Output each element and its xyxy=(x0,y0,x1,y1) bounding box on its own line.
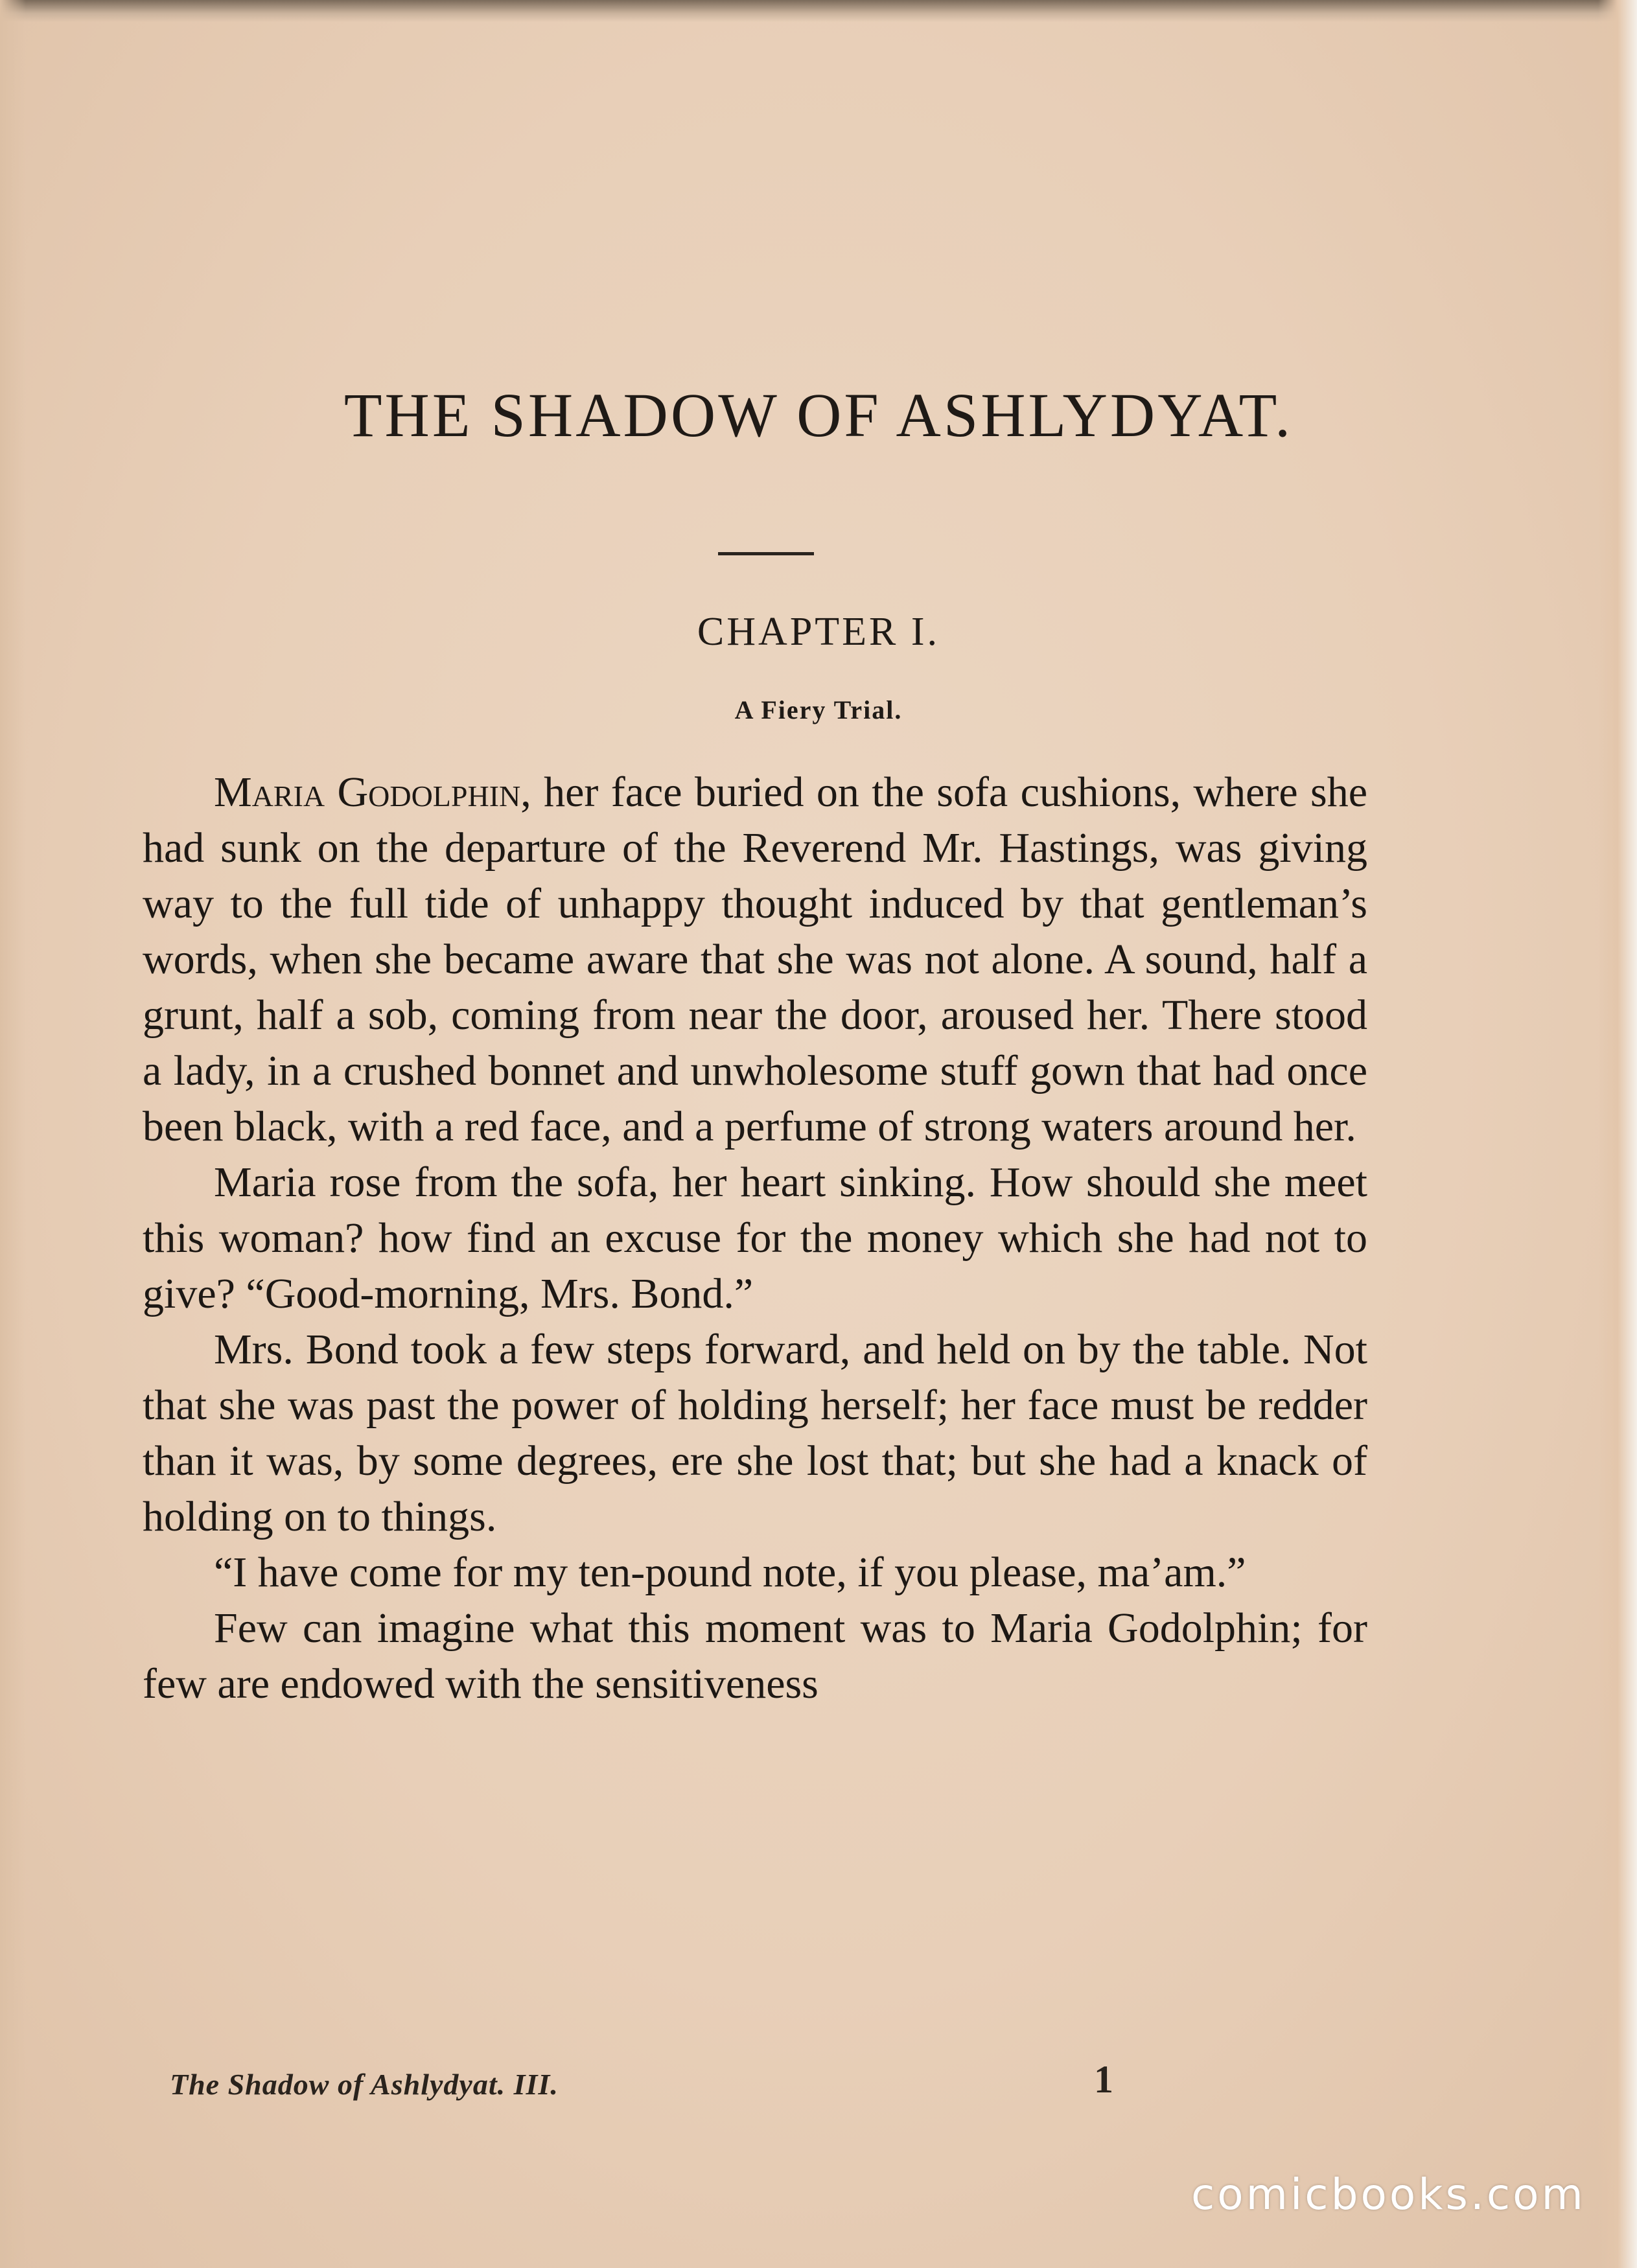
page-top-edge xyxy=(0,0,1637,22)
title-divider xyxy=(718,552,814,555)
page-number: 1 xyxy=(1094,2058,1113,2101)
book-title: THE SHADOW OF ASHLYDYAT. xyxy=(343,380,1294,450)
paragraph-5: Few can imagine what this moment was to Maria Godolphin; for few are endowed with the sensitiveness xyxy=(143,1604,1367,1707)
paragraph-4: “I have come for my ten-pound note, if you please, ma’am.” xyxy=(214,1549,1246,1596)
site-watermark: comicbooks.com xyxy=(1191,2170,1586,2219)
chapter-heading: CHAPTER I. xyxy=(697,610,940,654)
paragraph-3: Mrs. Bond took a few steps forward, and held on by the table. Not that she was past the power of holding herself; her face must be redder than it was, by some degrees, ere she lost that; but she had a knack of holding on to things. xyxy=(143,1326,1367,1540)
page-left-edge xyxy=(0,0,26,2268)
paragraph-2: Maria rose from the sofa, her heart sinking. How should she meet this woman? how find an excuse for the money which she had not to give? “Good-morning, Mrs. Bond.” xyxy=(143,1159,1367,1317)
paragraph-text: , her face buried on the sofa cushions, where she had sunk on the departure of the Reverend Mr. Hastings, was giving way to the full tide of unhappy thought induced by that gentleman’s words, when she became aware that she was not alone. A sound, half a grunt, half a sob, coming from near the door, aroused her. There stood a lady, in a crushed bonnet and unwholesome stuff gown that had once been black, with a red face, and a perfume of strong waters around her. xyxy=(143,769,1367,1150)
paragraph-lead-name: Maria Godolphin xyxy=(214,769,521,816)
paragraph-1 xyxy=(143,765,1367,1155)
running-footer: The Shadow of Ashlydyat. III. xyxy=(170,2068,559,2101)
chapter-body xyxy=(143,765,1367,1712)
page-right-edge xyxy=(1598,0,1637,2268)
chapter-subtitle: A Fiery Trial. xyxy=(734,695,903,724)
